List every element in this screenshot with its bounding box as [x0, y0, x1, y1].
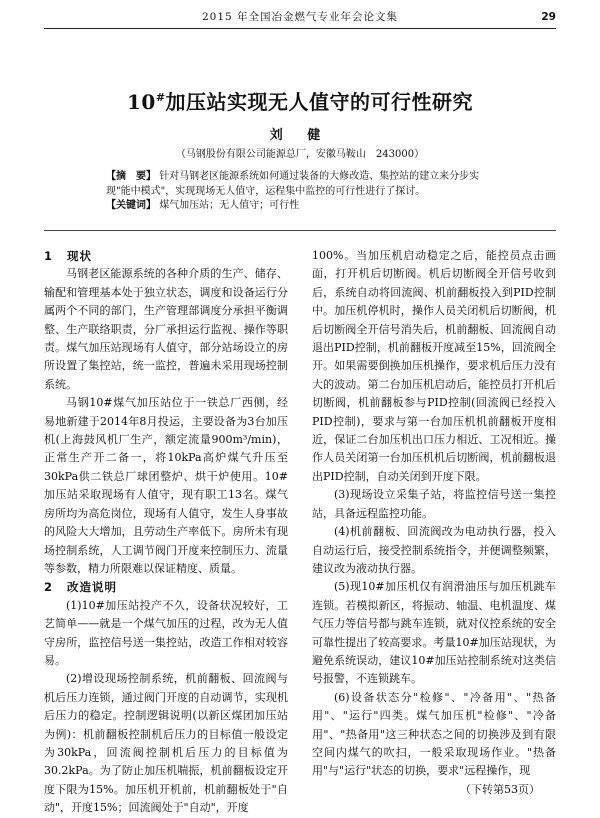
abstract-block — [106, 170, 484, 214]
section-heading-2: 2 改造说明 — [44, 580, 118, 595]
author: 刘 健 — [269, 128, 331, 143]
affiliation: （马钢股份有限公司能源总厂，安徽马鞍山 243000） — [175, 149, 425, 160]
paragraph: (6)设备状态分"检修"、"冷备用"、"热备用"、"运行"四类。煤气加压机"检修"、"冷备用"、"热备用"这三种状态之间的切换涉及到有限空间内煤气的吹扫，一般采取现场作业。"热备用"与"运行"状态的切换，要求"远程操作，现 — [312, 690, 556, 778]
left-column — [44, 247, 288, 818]
running-header — [44, 6, 556, 29]
paragraph: (5)现10#加压机仅有润滑油压与加压机跳车连锁。若模拟新区，将振动、轴温、电机温度、煤气压力等信号都与跳车连锁，就对仪控系统的安全可靠性提出了较高要求。考量10#加压站现状，为避免系统误动，建议10#加压站控制系统对这类信号报警，不连锁跳车。 — [312, 580, 556, 686]
paragraph: 马钢10#煤气加压站位于一铁总厂西侧，经 易地新建于2014年8月投运，主要设备为3台加压机(上海鼓风机厂生产，额定流量900m³/min)，正常生产开二备一，将10kPa高炉煤气升压至30kPa供二铁总厂球团整炉、烘干炉使用。10#加压站采取现场有人值守，现有职工13名。煤气房所均为高危岗位，现场有人值守，发生人身事故的风险大大增加，且劳动生产率低下。房所未有现场控制系统，人工调节阀门开度来控制压力、流量等参数，精力所限难以保证精度、质量。 — [44, 396, 288, 575]
paragraph: (4)机前翻板、回流阀改为电动执行器，投入自动运行后，接受控制系统指令，并便调整频繁，建议改为液动执行器。 — [312, 525, 556, 575]
abstract-divider — [44, 230, 556, 231]
paragraph: (1)10#加压站投产不久，设备状况较好，工艺简单——就是一个煤气加压的过程，改为无人值守房所，监控信号送一集控站，改造工作相对较容易。 — [44, 598, 288, 667]
title-text: 加压站实现无人值守的可行性研究 — [165, 90, 474, 114]
paragraph: (2)增设现场控制系统，机前翻板、回流阀与机后压力连锁，通过阀门开度的自动调节，实现机后压力的稳定。控制逻辑说明(以新区煤团加压站为例)：机前翻板控制机后压力的目标值一般设定为30kPa，回流阀控制机后压力的目标值为30.2kPa。为了防止加压机喘振，机前翻板设定开度下限为15%。加压机开机前，机前翻板处于"自动"，开度15%；回流阀处于"自动"，开度 — [44, 672, 288, 815]
article-title — [0, 86, 600, 115]
running-title: 2015 年全国冶金燃气专业年会论文集 — [201, 11, 399, 23]
title-superscript: # — [155, 91, 166, 104]
abstract-label: 【摘 要】 — [106, 171, 156, 182]
abstract-text: 针对马钢老区能源系统如何通过装备的大修改造、集控站的建立来分步实现"能中模式"，实现现场无人值守，运程集中监控的可行性进行了探讨。 — [106, 171, 480, 197]
section-heading-1: 1 现状 — [44, 249, 93, 263]
page-number: 29 — [541, 11, 556, 23]
right-column — [312, 247, 556, 799]
keywords — [106, 199, 484, 214]
keywords-label: 【关键词】 — [106, 200, 156, 211]
paragraph: 100%。当加压机启动稳定之后，能控员点击画面，打开机后切断阀。机后切断阀全开信号收到后，系统自动将回流阀、机前翻板投入到PID控制中。加压机停机时，操作人员关闭机后切断阀，机后切断阀全开信号消失后，机前翻板、回流阀自动退出PID控制，机前翻板开度减至15%，回流阀全开。如果需要倒换加压机操作，要求机后压力没有大的波动。第二台加压机启动后，能控员打开机后切断阀，机前翻板参与PID控制(回流阀已经投入PID控制)，要求与第一台加压机机前翻板开度相近，保证二台加压机出口压力相近、工况相近。操作人员关闭第一台加压机机后切断阀，机前翻板退出PID控制，自动关闭到开度下限。 — [312, 249, 556, 483]
paragraph: (3)现场设立采集子站，将监控信号送一集控站，具备远程监控功能。 — [312, 488, 556, 520]
abstract — [106, 170, 484, 199]
paragraph: 马钢老区能源系统的各种介质的生产、储存、输配和管理基本处于独立状态，调度和设备运行分属两个不同的部门，生产管理部调度分承担平衡调整、生产联络职责，分厂承担运行监视、操作等职责。煤气加压站现场有人值守，部分站场设立的房所设置了集控站，统一监控，普遍未采用现场控制系统。 — [44, 267, 288, 391]
keywords-text: 煤气加压站；无人值守；可行性 — [159, 200, 300, 211]
continued-note: （下转第53页） — [460, 782, 540, 796]
title-prefix: 10 — [126, 90, 156, 114]
